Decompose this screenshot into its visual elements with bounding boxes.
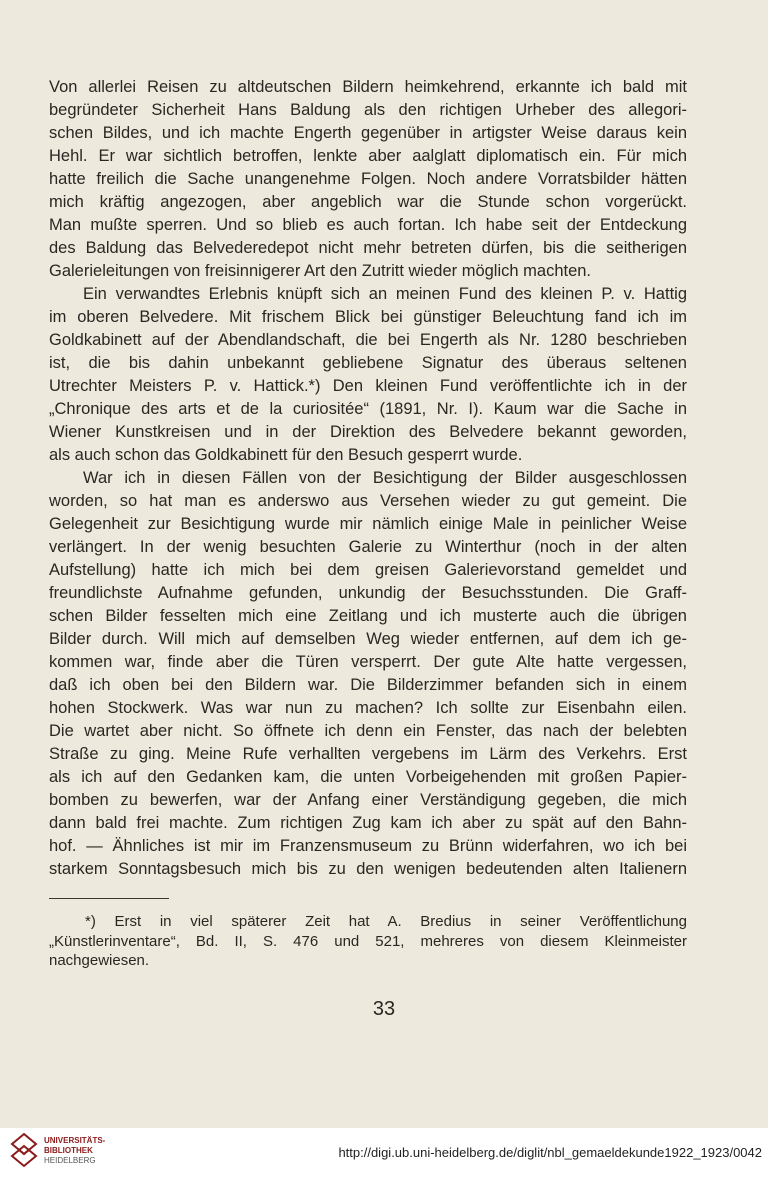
text-line: hohen Stockwerk. Was war nun zu machen? Ich sollte zur Eisenbahn eilen. bbox=[49, 699, 687, 717]
text-line: des Baldung das Belvederedepot nicht mehr betreten dürfen, bis die seitherigen bbox=[49, 239, 687, 257]
text-line: im oberen Belvedere. Mit frischem Blick bei günstiger Beleuchtung fand ich im bbox=[49, 308, 687, 326]
footnote-line: nachgewiesen. bbox=[49, 952, 150, 969]
text-line: Die wartet aber nicht. So öffnete ich denn ein Fenster, das nach der belebten bbox=[49, 722, 687, 740]
text-line: schen Bilder fesselten mich eine Zeitlang und ich musterte auch die übrigen bbox=[49, 607, 687, 625]
text-line: Von allerlei Reisen zu altdeutschen Bildern heimkehrend, erkannte ich bald mit bbox=[49, 78, 687, 96]
text-line: Ein verwandtes Erlebnis knüpft sich an meinen Fund des kleinen P. v. Hattig bbox=[83, 285, 687, 303]
page-number: 33 bbox=[372, 998, 396, 1020]
text-line: Galerieleitungen von freisinnigerer Art den Zutritt wieder möglich machten. bbox=[49, 262, 592, 280]
text-line: schen Bildes, und ich machte Engerth gegenüber in artigster Weise daraus kein bbox=[49, 124, 687, 142]
text-line: hatte freilich die Sache unangenehme Folgen. Noch andere Vorratsbilder hätten bbox=[49, 170, 687, 188]
text-line: Utrechter Meisters P. v. Hattick.*) Den kleinen Fund veröffentlichte ich in der bbox=[49, 377, 687, 395]
body-text bbox=[49, 76, 687, 881]
text-line: Aufstellung) hatte ich mich bei dem greisen Galerievorstand gemeldet und bbox=[49, 561, 687, 579]
footnote bbox=[49, 912, 687, 971]
text-line: Hehl. Er war sichtlich betroffen, lenkte aber aalglatt diplomatisch ein. Für mich bbox=[49, 147, 687, 165]
text-line: als ich auf den Gedanken kam, die unten Vorbeigehenden mit großen Papier- bbox=[49, 768, 687, 786]
text-line: Man mußte sperren. Und so blieb es auch fortan. Ich habe seit der Entdeckung bbox=[49, 216, 687, 234]
text-line: starkem Sonntagsbesuch mich bis zu den wenigen bedeutenden alten Italienern bbox=[49, 860, 687, 878]
text-line: Goldkabinett auf der Abendlandschaft, die bei Engerth als Nr. 1280 beschrieben bbox=[49, 331, 687, 349]
text-line: ist, die bis dahin unbekannt gebliebene Signatur des überaus seltenen bbox=[49, 354, 687, 372]
text-line: als auch schon das Goldkabinett für den Besuch gesperrt wurde. bbox=[49, 446, 523, 464]
text-line: begründeter Sicherheit Hans Baldung als den richtigen Urheber des allegori- bbox=[49, 101, 687, 119]
text-line: War ich in diesen Fällen von der Besichtigung der Bilder ausgeschlossen bbox=[83, 469, 687, 487]
text-line: Straße zu ging. Meine Rufe verhallten vergebens im Lärm des Verkehrs. Erst bbox=[49, 745, 687, 763]
logo-line: UNIVERSITÄTS- bbox=[44, 1136, 106, 1145]
footnote-divider bbox=[49, 898, 169, 899]
text-line: Bilder durch. Will mich auf demselben Weg wieder entfernen, auf dem ich ge- bbox=[49, 630, 687, 648]
text-line: Gelegenheit zur Besichtigung wurde mir nämlich einige Male in peinlicher Weise bbox=[49, 515, 687, 533]
university-library-logo-icon bbox=[10, 1132, 38, 1172]
library-logo-text bbox=[44, 1136, 105, 1166]
source-url-link[interactable]: http://digi.ub.uni-heidelberg.de/diglit/nbl_gemaeldekunde1922_1923/0042 bbox=[338, 1145, 762, 1160]
logo-line: HEIDELBERG bbox=[44, 1156, 96, 1165]
footnote-line: *) Erst in viel späterer Zeit hat A. Bredius in seiner Veröffentlichung bbox=[85, 913, 687, 930]
text-line: daß ich oben bei den Bildern war. Die Bilderzimmer befanden sich in einem bbox=[49, 676, 687, 694]
text-line: hof. — Ähnliches ist mir im Franzensmuseum zu Brünn widerfahren, wo ich bei bbox=[49, 837, 687, 855]
text-line: „Chronique des arts et de la curiositée“ (1891, Nr. I). Kaum war die Sache in bbox=[49, 400, 687, 418]
text-line: dann bald frei machte. Zum richtigen Zug kam ich aber zu spät auf den Bahn- bbox=[49, 814, 687, 832]
text-line: verlängert. In der wenig besuchten Galerie zu Winterthur (noch in der alten bbox=[49, 538, 687, 556]
text-line: freundlichste Aufnahme gefunden, unkundig der Besuchsstunden. Die Graff- bbox=[49, 584, 687, 602]
text-line: kommen war, finde aber die Türen versperrt. Der gute Alte hatte vergessen, bbox=[49, 653, 687, 671]
text-line: mich kräftig angezogen, aber angeblich war die Stunde schon vorgerückt. bbox=[49, 193, 687, 211]
text-line: bomben zu bewerfen, war der Anfang einer Verständigung gegeben, die mich bbox=[49, 791, 687, 809]
text-line: worden, so hat man es anderswo aus Versehen wieder zu gut gemeint. Die bbox=[49, 492, 687, 510]
text-line: Wiener Kunstkreisen und in der Direktion des Belvedere bekannt geworden, bbox=[49, 423, 687, 441]
footnote-line: „Künstlerinventare“, Bd. II, S. 476 und 521, mehreres von diesem Kleinmeister bbox=[49, 932, 687, 950]
logo-line: BIBLIOTHEK bbox=[44, 1146, 93, 1155]
